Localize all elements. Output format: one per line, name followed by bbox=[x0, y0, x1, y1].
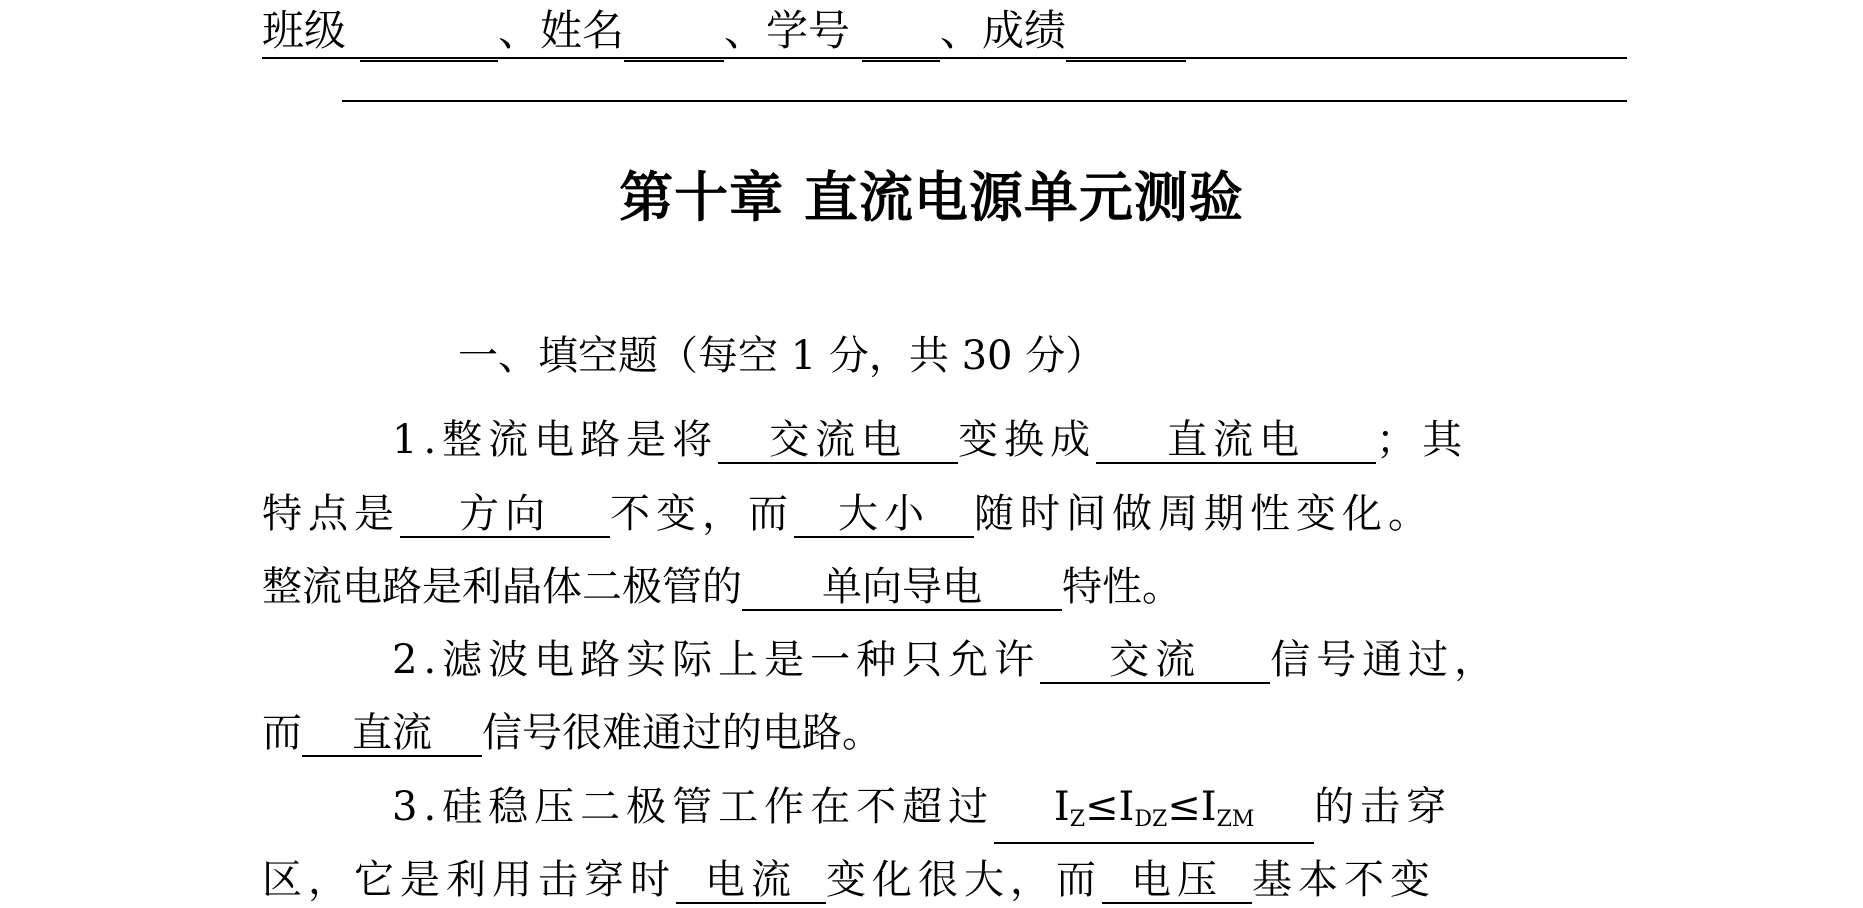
q2-answer-2: 直流 bbox=[302, 711, 482, 757]
q1-text-3: ；其 bbox=[1376, 417, 1469, 463]
score-blank[interactable] bbox=[1066, 20, 1186, 62]
q3-answer-2: 电流 bbox=[676, 858, 826, 904]
q2-line-2 bbox=[262, 705, 882, 761]
q3-answer-1-op2: ≤I bbox=[1167, 784, 1217, 830]
q3-text-2: 的击穿 bbox=[1314, 784, 1453, 830]
q1-answer-4: 大小 bbox=[794, 492, 974, 538]
q2-text-2: 信号通过， bbox=[1270, 637, 1501, 683]
q3-answer-1-i1: I bbox=[1053, 784, 1070, 830]
q3-text-3: 区，它是利用击穿时 bbox=[262, 857, 676, 903]
q1-line-2 bbox=[262, 486, 1434, 542]
section-heading: 一、填空题（每空 1 分，共 30 分） bbox=[458, 333, 1106, 379]
q2-text-1: 2.滤波电路实际上是一种只允许 bbox=[392, 637, 1041, 683]
q3-line-1 bbox=[262, 779, 1452, 844]
q1-line-1 bbox=[262, 412, 1468, 468]
q1-text-1: 1.整流电路是将 bbox=[392, 417, 719, 463]
divider-rule bbox=[342, 100, 1627, 102]
q1-text-6: 随时间做周期性变化。 bbox=[974, 491, 1434, 537]
q1-line-3 bbox=[262, 559, 1182, 615]
q3-answer-1 bbox=[994, 785, 1314, 844]
q3-text-5: 基本不变 bbox=[1252, 857, 1436, 903]
class-label: 班级 bbox=[262, 6, 347, 55]
q1-answer-1: 交流电 bbox=[718, 418, 958, 464]
q2-line-1 bbox=[262, 632, 1500, 688]
q1-text-2: 变换成 bbox=[958, 417, 1097, 463]
student-info-header bbox=[262, 0, 1186, 62]
q1-text-7: 整流电路是利晶体二极管的 bbox=[262, 564, 742, 610]
q3-answer-1-sub2: DZ bbox=[1134, 807, 1168, 832]
q3-answer-1-op1: ≤I bbox=[1085, 784, 1135, 830]
chapter-title: 第十章 直流电源单元测验 bbox=[619, 166, 1244, 229]
name-blank[interactable] bbox=[624, 20, 724, 62]
q2-answer-1: 交流 bbox=[1040, 638, 1270, 684]
q1-answer-2: 直流电 bbox=[1096, 418, 1376, 464]
name-label: 、姓名 bbox=[498, 6, 625, 55]
class-blank[interactable] bbox=[360, 20, 498, 62]
q1-text-4: 特点是 bbox=[262, 491, 400, 537]
q1-answer-5: 单向导电 bbox=[742, 565, 1062, 611]
q2-text-4: 信号很难通过的电路。 bbox=[482, 710, 882, 756]
score-label: 、成绩 bbox=[940, 6, 1067, 55]
q2-text-3: 而 bbox=[262, 710, 302, 756]
header-rule bbox=[262, 57, 1627, 59]
q3-answer-3: 电压 bbox=[1102, 858, 1252, 904]
q1-answer-3: 方向 bbox=[400, 492, 610, 538]
student-id-blank[interactable] bbox=[862, 20, 940, 62]
q3-text-1: 3.硅稳压二极管工作在不超过 bbox=[392, 784, 995, 830]
q3-answer-1-sub1: Z bbox=[1069, 807, 1086, 832]
q3-text-4: 变化很大，而 bbox=[826, 857, 1102, 903]
q3-answer-1-sub3: ZM bbox=[1216, 807, 1255, 832]
q1-text-5: 不变，而 bbox=[610, 491, 794, 537]
student-id-label: 、学号 bbox=[724, 6, 851, 55]
q1-text-8: 特性。 bbox=[1062, 564, 1182, 610]
